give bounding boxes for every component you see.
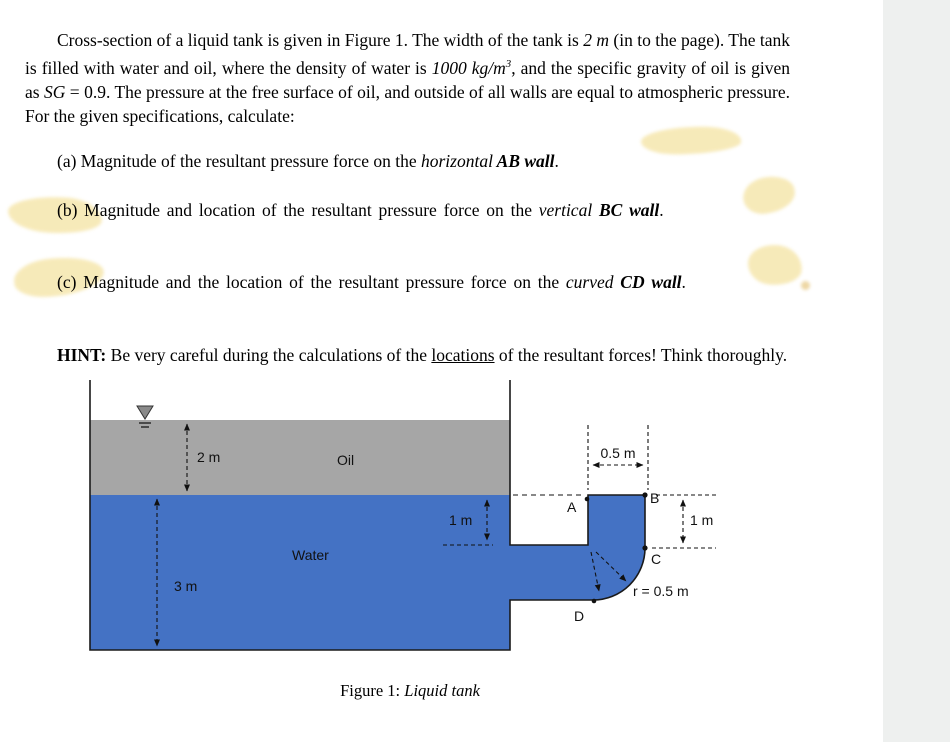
hint-label: HINT: [57,344,107,365]
question-item-c [57,270,686,294]
item-c-wall: CD wall [613,271,682,292]
item-b-period: . [659,199,664,220]
question-item-b [57,198,664,222]
item-a-emph: horizontal [420,150,493,171]
dim-oil-depth-label: 2 m [197,449,221,465]
water-region [90,495,510,650]
point-d-dot [592,599,597,604]
item-b-text: (b) Magnitude and location of the resultant pressure force on the [57,199,539,220]
radius-label: r = 0.5 m [633,583,689,599]
intro-math-width: 2 m [583,29,609,50]
highlighter-mark-c-right [746,243,803,288]
item-c-text: (c) Magnitude and the location of the resultant pressure force on the [57,271,566,292]
item-a-wall: AB wall [492,150,555,171]
item-b-wall: BC wall [592,199,660,220]
point-a-label: A [567,499,577,515]
hint-underlined-word: locations [431,344,495,365]
intro-text-2: (in to the page). The tank is filled with water and oil, where the density of water is [25,29,790,78]
point-c-dot [642,545,647,550]
item-a-period: . [554,150,559,171]
water-label: Water [292,547,329,563]
hint-paragraph [25,343,790,367]
oil-label: Oil [337,452,355,468]
figure-caption-prefix: Figure 1: [340,681,405,700]
point-c-label: C [651,551,662,567]
dim-ab-width-label: 0.5 m [600,445,636,461]
highlighter-dot [801,281,810,290]
dim-channel-depth-label: 1 m [449,512,473,528]
oil-region [90,420,510,495]
question-item-a [57,149,559,173]
dim-bc-height-label: 1 m [690,512,714,528]
item-c-emph: curved [565,271,614,292]
intro-text-3: , and the specific gravity of oil is given as [25,57,790,102]
point-b-label: B [650,490,660,506]
item-a-text: (a) Magnitude of the resultant pressure force on the [57,150,421,171]
intro-math-density: 1000 kg/m [431,57,506,78]
highlighter-mark-a [641,125,742,155]
hint-text-1: Be very careful during the calculations of the [106,344,432,365]
intro-paragraph [25,28,790,129]
item-c-period: . [681,271,686,292]
intro-math-sg-value: = 0.9 [65,81,106,102]
intro-math-sg: SG [44,81,66,102]
water-protrusion [510,495,645,600]
intro-text-1: Cross-section of a liquid tank is given in Figure 1. The width of the tank is [57,29,584,50]
item-b-emph: vertical [538,199,593,220]
intro-text-4: . The pressure at the free surface of oil, and outside of all walls are equal to atmospheric pressure. For the given specifications, calculate: [25,81,791,126]
dim-water-depth-label: 3 m [174,578,198,594]
figure-caption [0,681,820,701]
highlighter-mark-b-right [741,174,798,217]
intro-math-density-exponent: 3 [505,57,512,70]
tank-figure [0,372,883,672]
point-a-dot [585,497,590,502]
hint-text-2: of the resultant forces! Think thoroughly. [494,344,788,365]
figure-caption-title: Liquid tank [404,681,480,700]
point-b-dot [642,492,647,497]
point-d-label: D [574,608,585,624]
